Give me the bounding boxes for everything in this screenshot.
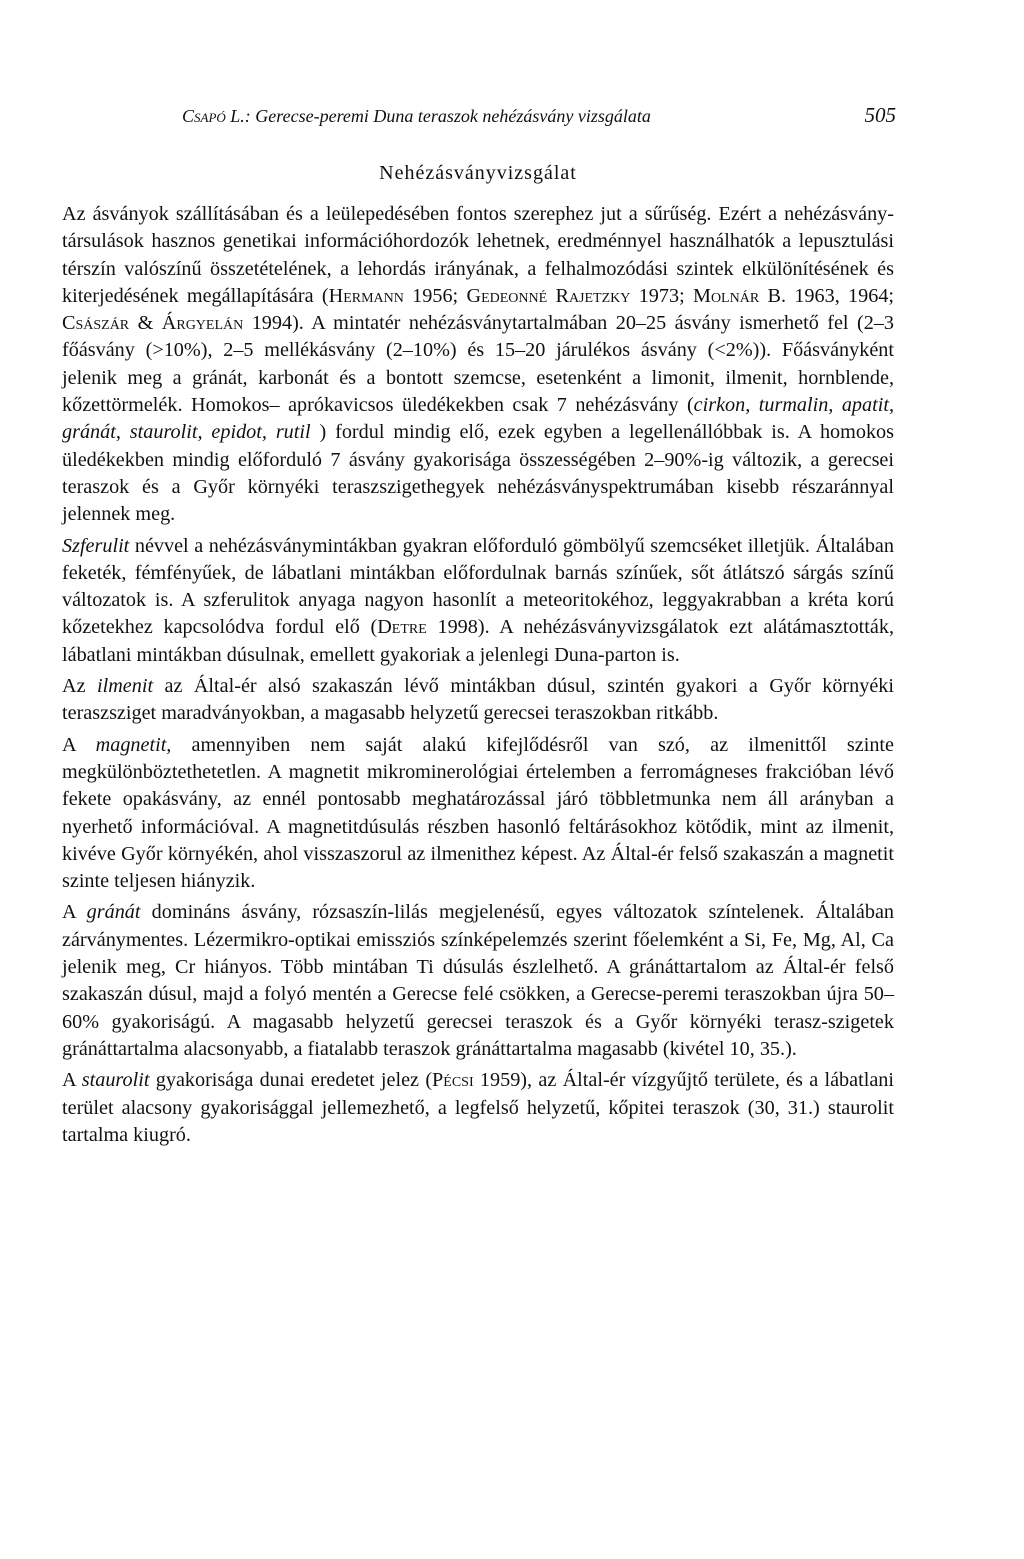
section-title: Nehézásványvizsgálat bbox=[379, 162, 577, 184]
text-run: amennyiben nem saját alakú kifejlődésről van szó, az ilmenittől szinte megkülönböztethetetlen. A magnetit mikrominerológiai értelemben a ferromágneses frakcióban lévő fekete opakásvány, az ennél pontosabb meghatározással járó többletmunka nem áll arányban a nyerhető információval. A magnetitdúsulás részben hasonló feltárásokhoz kötődik, mint az ilmenit, kivéve Győr környékén, ahol visszaszorul az ilmenithez képest. Az Által-ér felső szakaszán a magnetit szinte teljesen hiányzik. bbox=[62, 733, 894, 893]
text-run: Az bbox=[62, 675, 97, 698]
text-run: A bbox=[62, 901, 87, 924]
reference-author: Gedeonné Rajetzky bbox=[466, 284, 631, 307]
header-citation: Csapó L.: Gerecse-peremi Duna teraszok nehézásvány vizsgálata bbox=[182, 106, 651, 126]
reference-author: Detre bbox=[377, 616, 427, 639]
mineral-term: ilmenit bbox=[96, 675, 154, 698]
running-header bbox=[182, 103, 894, 128]
text-run: 1973; bbox=[630, 284, 693, 307]
document-page bbox=[62, 103, 894, 1149]
mineral-term: magnetit, bbox=[95, 733, 172, 756]
header-author: Csapó L. bbox=[182, 106, 245, 126]
text-run: gyakorisága dunai eredetet jelez ( bbox=[149, 1069, 433, 1092]
text-run: domináns ásvány, rózsaszín-lilás megjelenésű, egyes változatok színtelenek. Általában zárványmentes. Lézermikro-optikai emissziós színképelemzés szerint főelemként a Si, Fe, Mg, Al, Ca jelenik meg, Cr hiányos. Több mintában Ti dúsulás észlelhető. A gránáttartalom az Által-ér felső szakaszán dúsul, majd a folyó mentén a Gerecse felé csökken, a Gerecse-peremi teraszokban újra 50–60% gyakoriságú. A magasabb helyzetű gerecsei teraszok és a Győr környéki terasz-szigetek gránáttartalma alacsonyabb, a fiatalabb teraszok gránáttartalma magasabb (kivétel 10, 35.). bbox=[62, 901, 895, 1060]
paragraph-szferulit bbox=[62, 533, 894, 669]
paragraph-granat bbox=[62, 899, 894, 1063]
text-run: 1959), az Által-ér vízgyűjtő területe, és a lábatlani terület alacsony gyakorisággal jellemezhető, a legfelső helyzetű, kőpitei teraszok (30, 31.) staurolit tartalma kiugró. bbox=[62, 1069, 894, 1146]
text-run: A bbox=[62, 733, 96, 756]
text-run: névvel a nehézásványmintákban gyakran előforduló gömbölyű szemcséket illetjük. Általában feketék, fémfényűek, de lábatlani mintákban előfordulnak barnás színűek, sőt átlátszó sárgás színű változatok is. A szferulitok anyaga nagyon hasonlít a meteoritokéhoz, leggyakrabban a kréta korú kőzetekhez kapcsolódva fordul elő ( bbox=[62, 534, 894, 639]
mineral-term: gránát bbox=[86, 901, 141, 924]
reference-author: Pécsi bbox=[432, 1069, 474, 1092]
mineral-term: Szferulit bbox=[62, 534, 130, 557]
text-run: ) fordul mindig elő, ezek egyben a legellenállóbbak is. A homokos üledékekben mindig előforduló 7 ásvány gyakorisága összességében 2–90%-ig változik, a gerecsei teraszok és a Győr környéki teraszszigethegyek nehézásványspektrumában kisebb részaránnyal jelennek meg. bbox=[62, 421, 894, 526]
reference-author: Molnár B. bbox=[693, 284, 786, 307]
paragraph-magnetit bbox=[62, 732, 894, 896]
text-run: 1956; bbox=[403, 284, 467, 307]
text-run: A bbox=[62, 1069, 82, 1092]
paragraph-ilmenit bbox=[62, 673, 894, 728]
text-run: Az ásványok szállításában és a leülepedésében fontos szerephez jut a sűrűség. Ezért a nehézásvány-társulások hasznos genetikai információhordozók lehetnek, eredménnyel használhatók a lepusztulási térszín valószínű összetételének, a lehordás irányának, a felhalmozódási szintek elkülönítésének és kiterjedésének megállapítására ( bbox=[62, 203, 894, 307]
text-run: 1998). A nehézásványvizsgálatok ezt alátámasztották, lábatlani mintákban dúsulnak, emellett gyakoriak a jelenlegi Duna-parton is. bbox=[62, 616, 894, 666]
reference-author: Hermann bbox=[328, 284, 404, 307]
text-run: 1994). A mintatér nehézásványtartalmában 20–25 ásvány ismerhető fel (2–3 főásvány (>10%), 2–5 mellékásvány (2–10%) és 15–20 járulékos ásvány (<2%)). Főásványként jelenik meg a gránát, karbonát és a bontott szemcse, esetenként a limonit, ilmenit, hornblende, kőzettörmelék. Homokos– aprókavicsos üledékekben csak 7 nehézásvány ( bbox=[62, 312, 895, 417]
paragraph-intro bbox=[62, 201, 894, 529]
paragraph-staurolit bbox=[62, 1067, 894, 1149]
mineral-list: cirkon, turmalin, apatit, gránát, staurolit, epidot, rutil bbox=[62, 394, 894, 444]
page-number: 505 bbox=[864, 103, 896, 127]
header-title: Gerecse-peremi Duna teraszok nehézásvány vizsgálata bbox=[255, 106, 651, 126]
text-run: 1963, 1964; bbox=[786, 284, 895, 307]
reference-author: Császár & Árgyelán bbox=[62, 312, 244, 335]
text-run: az Által-ér alsó szakaszán lévő mintákban dúsul, szintén gyakori a Győr környéki teraszsziget maradványokban, a magasabb helyzetű gerecsei teraszokban ritkább. bbox=[62, 675, 895, 725]
mineral-term: staurolit bbox=[81, 1069, 150, 1092]
